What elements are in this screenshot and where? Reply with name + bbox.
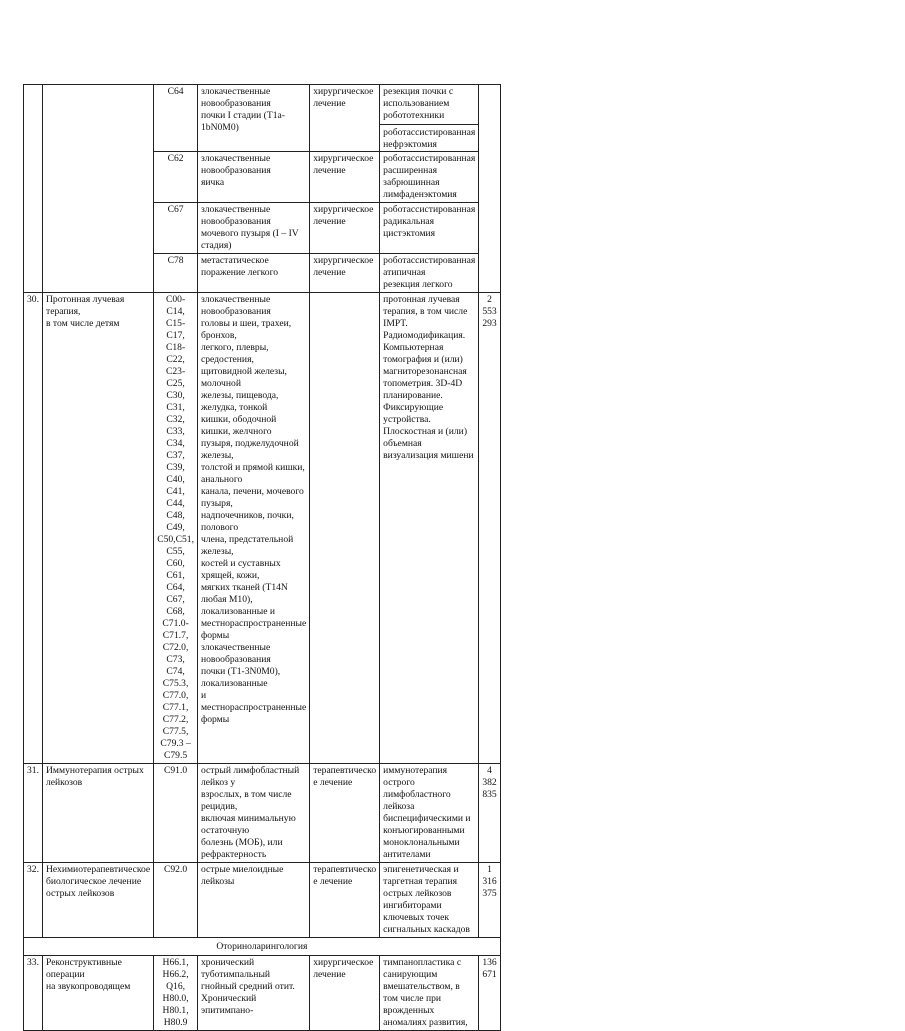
name-cell [43,863,154,938]
num-cell [24,764,43,863]
cell-text-line: канала, печени, мочевого пузыря, [200,486,304,509]
procedures-table [23,84,501,1031]
cell-text-line: C91.0 [163,765,188,776]
cell-text-line: объемная визуализация мишени [383,438,474,461]
row-number: 31. [27,765,39,776]
table-row [24,293,501,764]
cell-text-line: иммунотерапия острого лимфобластного [383,765,451,800]
cell-text-line: забрюшинная лимфаденэктомия [383,177,457,200]
cost-cell [479,863,500,938]
method-cell [380,863,479,938]
cell-text-line: болезнь (МОБ), или рефрактерность [200,837,283,860]
num-cell [24,85,43,293]
treatment-cell [310,956,380,1031]
code-text: С67 [167,204,184,215]
num-cell [24,293,43,764]
cell-text-line: терапевтическо [313,864,377,875]
cell-text-line: вмешательством, в том числе при [383,981,460,1004]
cell-text-line: местнораспространенные формы [200,618,307,641]
cell-text-line: злокачественные новообразования [200,153,271,176]
cost-cell [479,85,500,293]
cell-text-line: головы и шеи, трахеи, бронхов, [200,318,292,341]
name-cell [43,293,154,764]
method-cell [380,254,479,293]
code-cell [154,863,198,938]
cell-text-line: Протонная лучевая терапия, [46,294,125,317]
treatment-cell [310,152,380,203]
code-text: С62 [167,153,184,164]
code-cell [154,293,198,764]
num-cell [24,956,43,1031]
cell-text-line: хирургическое [313,86,374,97]
table-row [24,863,501,938]
cell-text-line: лечение [313,969,346,980]
cell-text-line: врожденных аномалиях развития, [383,1005,468,1028]
cell-text-line: взрослых, в том числе рецидив, [200,789,292,812]
cell-text-line: C92.0 [163,864,188,875]
cell-text-line: хирургическое [313,957,374,968]
cell-text-line: железы, пищевода, желудка, тонкой [200,390,279,413]
cell-text-line: члена, предстательной железы, [200,534,294,557]
diagnosis-cell [197,863,309,938]
cell-text-line: злокачественные новообразования [200,294,271,317]
cell-text-line: е лечение [313,777,353,788]
cell-text-line: яичка [200,177,225,188]
section-header [24,938,501,956]
row-number: 33. [27,957,39,968]
cell-text-line: злокачественные новообразования [200,642,271,665]
treatment-cell [310,863,380,938]
cell-text-line: почки I стадии (T1a-1bN0M0) [200,110,285,133]
cost-value: 4 382 835 [482,765,497,800]
name-cell [43,956,154,1031]
cost-value: 1 316 375 [482,864,497,899]
cell-text-line: тимпанопластика с санирующим [383,957,462,980]
cell-text-line: эпигенетическая и таргетная терапия [383,864,459,887]
cell-text-line: лечение [313,267,346,278]
diagnosis-cell [197,956,309,1031]
cell-text-line: C34, C37, C39, C40, [166,438,185,485]
diagnosis-cell [197,85,309,152]
diagnosis-cell [197,254,309,293]
cell-text-line: острых лейкозов [46,888,115,899]
code-cell [154,254,198,293]
cell-text-line: метастатическое поражение легкого [200,255,279,278]
method-cell [380,203,479,254]
cell-text-line: лечение [313,98,346,109]
cell-text-line: Иммунотерапия острых [46,765,144,776]
cell-text-line: C73, C74, C75.3, C77.0, [162,654,189,701]
cell-text-line: гнойный средний отит. [200,981,295,992]
cell-text-line: включая минимальную остаточную [200,813,296,836]
method-cell [380,85,479,152]
cell-text-line: локализованные и [200,606,276,617]
cell-text-line: H66.1, H66.2, Q16, [162,957,189,992]
cell-text-line: лечение [313,216,346,227]
method-cell [380,956,479,1031]
cell-text-line: острый лимфобластный лейкоз у [200,765,300,788]
table-row [24,938,501,956]
cell-text-line: C30, C31, C32, C33, [166,390,185,437]
cell-text-line: C79.3 – C79.5 [160,738,191,761]
method-cell [380,293,479,764]
section-title: Оториноларингология [216,940,308,952]
cell-text-line: протонная лучевая терапия, в том числе [383,294,468,317]
method-cell [380,152,479,203]
cell-text-line: H80.0, H80.1, H80.9 [162,993,189,1028]
cell-text-line: в том числе детям [46,318,120,329]
cell-text-line: мочевого пузыря (I – IV стадия) [200,228,299,251]
method-cell [380,764,479,863]
cost-value: 136 671 [482,957,497,980]
cell-text-line: магниторезонансная топометрия. 3D-4D [383,366,467,389]
cell-text-line: острых лейкозов ингибиторами [383,888,452,911]
cell-text-line: C41, C44, C48, C49, [166,486,185,533]
cost-value: 2 553 293 [482,294,497,329]
cell-text-line: хирургическое [313,153,374,164]
cell-text-line: легкого, плевры, средостения, [200,342,269,365]
cell-text-line: Компьютерная томография и (или) [383,342,463,365]
treatment-cell [310,293,380,764]
cell-text-line: антителами [383,849,431,860]
table-row [24,956,501,1031]
cell-text-line: и местнораспространенные формы [200,690,307,725]
cell-text-line: роботассистированная атипичная [383,255,476,278]
cell-text-line: пузыря, поджелудочной железы, [200,438,299,461]
cell-text-line: планирование. Фиксирующие [383,390,444,413]
code-text: С78 [167,255,184,266]
cell-text-line: роботассистированная расширенная [383,153,476,176]
treatment-cell [310,85,380,152]
cell-text-line: е лечение [313,876,353,887]
cell-text-line: Хронический эпитимпано- [200,993,257,1016]
cell-text-line: злокачественные новообразования [200,204,271,227]
cell-text-line: робототехники [383,110,445,121]
cell-text-line: резекция почки с использованием [383,86,454,109]
cell-text-line: Нехимиотерапевтическое [46,864,151,875]
diagnosis-cell [197,203,309,254]
code-text: С64 [167,86,184,97]
cost-cell [479,956,500,1031]
cell-text-line: толстой и прямой кишки, анального [200,462,305,485]
code-cell [154,764,198,863]
code-cell [154,203,198,254]
diagnosis-cell [197,764,309,863]
cell-text-line: роботассистированная радикальная [383,204,476,227]
cell-text-line: лейкозов [46,777,83,788]
cell-text-line: C50,C51, C55, C60, [157,534,194,569]
cell-text-line: лечение [313,165,346,176]
cell-text-line: хирургическое [313,204,374,215]
row-number: 30. [27,294,39,305]
cell-text-line: почки (T1-3N0M0), локализованные [200,666,281,689]
cell-text-line: конъюгированными моноклональными [383,825,465,848]
cell-text-line: IMPT. Радиомодификация. [383,318,466,341]
cell-text-line: цистэктомия [383,228,436,239]
cell-text-line: острые миелоидные лейкозы [200,864,284,887]
num-cell [24,863,43,938]
cell-text-line: C77.1, C77.2, C77.5, [162,702,189,737]
row-number: 32. [27,864,39,875]
treatment-cell [310,254,380,293]
treatment-cell [310,203,380,254]
code-cell [154,152,198,203]
cell-text-line: биологическое лечение [46,876,142,887]
cell-text-line: на звукопроводящем [46,981,131,992]
cell-text-line: C71.0-C71.7, C72.0, [162,618,189,653]
cell-text-line: C61, C64, C67, C68, [166,570,185,617]
cell-text-line: злокачественные новообразования [200,86,271,109]
cell-text-line: хронический туботимпальный [200,957,271,980]
cell-text-line: устройства. Плоскостная и (или) [383,414,468,437]
code-cell [154,956,198,1031]
cell-text-line: хирургическое [313,255,374,266]
cell-text-line: лейкоза биспецифическими и [383,801,471,824]
cell-text-line: терапевтическо [313,765,377,776]
method-subrow [380,124,478,151]
cell-text-line: резекция легкого [383,279,453,290]
method-text: роботассистированная нефрэктомия [383,127,476,150]
cost-cell [479,764,500,863]
treatment-cell [310,764,380,863]
name-cell [43,764,154,863]
code-cell [154,85,198,152]
cell-text-line: Реконструктивные операции [46,957,122,980]
cost-cell [479,293,500,764]
cell-text-line: щитовидной железы, молочной [200,366,287,389]
cell-text-line: мягких тканей (T14N любая M10), [200,582,288,605]
diagnosis-cell [197,293,309,764]
cell-text-line: ключевых точек сигнальных каскадов [383,912,470,935]
table-row [24,85,501,152]
name-cell [43,85,154,293]
cell-text-line: кишки, ободочной кишки, желчного [200,414,277,437]
cell-text-line: C18-C22, C23-C25, [165,342,186,389]
table-row [24,764,501,863]
cell-text-line: костей и суставных хрящей, кожи, [200,558,281,581]
cell-text-line: надпочечников, почки, полового [200,510,294,533]
diagnosis-cell [197,152,309,203]
cell-text-line: C00-C14, C15-C17, [165,294,186,341]
